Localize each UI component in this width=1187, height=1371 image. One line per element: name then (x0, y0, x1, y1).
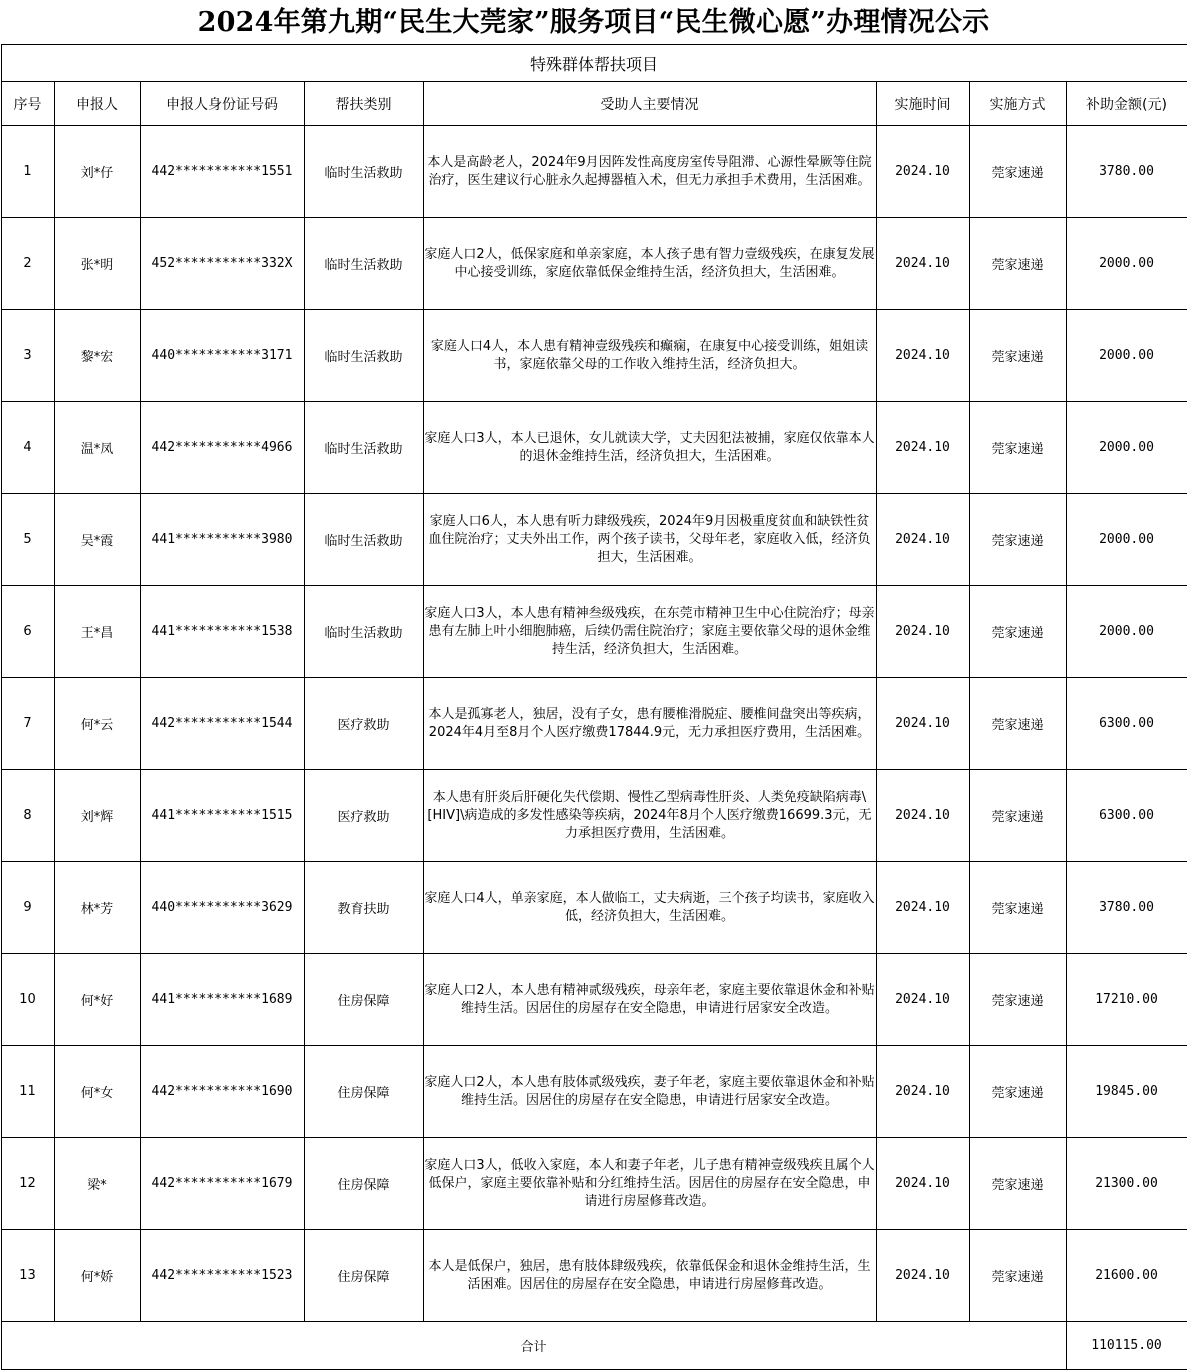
table-row (1, 954, 1187, 1046)
total-amount: 110115.00 (1066, 1322, 1187, 1370)
total-label: 合计 (1, 1322, 1066, 1370)
cell-id-number: 442***********1551 (140, 126, 304, 218)
cell-category: 临时生活救助 (304, 402, 423, 494)
cell-id-number: 441***********1538 (140, 586, 304, 678)
cell-no: 3 (1, 310, 54, 402)
cell-description: 家庭人口2人，低保家庭和单亲家庭，本人孩子患有智力壹级残疾，在康复发展中心接受训练，家庭依靠低保金维持生活，经济负担大，生活困难。 (423, 218, 876, 310)
cell-category: 医疗救助 (304, 678, 423, 770)
cell-name: 刘*辉 (54, 770, 140, 862)
cell-id-number: 442***********1679 (140, 1138, 304, 1230)
cell-category: 临时生活救助 (304, 218, 423, 310)
cell-time: 2024.10 (876, 678, 969, 770)
cell-id-number: 442***********1523 (140, 1230, 304, 1322)
cell-no: 13 (1, 1230, 54, 1322)
cell-method: 莞家速递 (969, 678, 1066, 770)
cell-category: 临时生活救助 (304, 126, 423, 218)
cell-method: 莞家速递 (969, 126, 1066, 218)
header-category: 帮扶类别 (304, 82, 423, 126)
cell-id-number: 440***********3171 (140, 310, 304, 402)
header-id: 申报人身份证号码 (140, 82, 304, 126)
cell-category: 住房保障 (304, 1046, 423, 1138)
cell-time: 2024.10 (876, 770, 969, 862)
cell-name: 何*娇 (54, 1230, 140, 1322)
cell-amount: 2000.00 (1066, 586, 1187, 678)
cell-method: 莞家速递 (969, 1046, 1066, 1138)
header-method: 实施方式 (969, 82, 1066, 126)
cell-amount: 6300.00 (1066, 770, 1187, 862)
cell-id-number: 452***********332X (140, 218, 304, 310)
cell-time: 2024.10 (876, 402, 969, 494)
cell-time: 2024.10 (876, 954, 969, 1046)
cell-description: 家庭人口4人，单亲家庭，本人做临工，丈夫病逝，三个孩子均读书，家庭收入低，经济负担大，生活困难。 (423, 862, 876, 954)
cell-category: 医疗救助 (304, 770, 423, 862)
cell-no: 7 (1, 678, 54, 770)
cell-amount: 2000.00 (1066, 494, 1187, 586)
cell-name: 林*芳 (54, 862, 140, 954)
header-name: 申报人 (54, 82, 140, 126)
cell-id-number: 440***********3629 (140, 862, 304, 954)
cell-time: 2024.10 (876, 218, 969, 310)
cell-id-number: 441***********1515 (140, 770, 304, 862)
cell-method: 莞家速递 (969, 218, 1066, 310)
cell-description: 本人患有肝炎后肝硬化失代偿期、慢性乙型病毒性肝炎、人类免疫缺陷病毒\[HIV]\病造成的多发性感染等疾病，2024年8月个人医疗缴费16699.3元，无力承担医疗费用，生活困难。 (423, 770, 876, 862)
cell-description: 家庭人口3人，本人患有精神叁级残疾，在东莞市精神卫生中心住院治疗；母亲患有左肺上叶小细胞肺癌，后续仍需住院治疗；家庭主要依靠父母的退休金维持生活，经济负担大，生活困难。 (423, 586, 876, 678)
cell-time: 2024.10 (876, 1230, 969, 1322)
cell-description: 家庭人口3人，低收入家庭，本人和妻子年老，儿子患有精神壹级残疾且属个人低保户，家庭主要依靠补贴和分红维持生活。因居住的房屋存在安全隐患，申请进行房屋修葺改造。 (423, 1138, 876, 1230)
table-row (1, 586, 1187, 678)
cell-amount: 2000.00 (1066, 402, 1187, 494)
cell-name: 张*明 (54, 218, 140, 310)
table-row (1, 126, 1187, 218)
cell-no: 1 (1, 126, 54, 218)
cell-no: 11 (1, 1046, 54, 1138)
cell-time: 2024.10 (876, 494, 969, 586)
cell-description: 家庭人口6人，本人患有听力肆级残疾，2024年9月因极重度贫血和缺铁性贫血住院治疗；丈夫外出工作，两个孩子读书，父母年老，家庭收入低，经济负担大，生活困难。 (423, 494, 876, 586)
cell-method: 莞家速递 (969, 954, 1066, 1046)
cell-method: 莞家速递 (969, 862, 1066, 954)
cell-amount: 17210.00 (1066, 954, 1187, 1046)
cell-category: 临时生活救助 (304, 586, 423, 678)
cell-description: 本人是孤寡老人，独居，没有子女，患有腰椎滑脱症、腰椎间盘突出等疾病，2024年4月至8月个人医疗缴费17844.9元，无力承担医疗费用，生活困难。 (423, 678, 876, 770)
cell-name: 温*凤 (54, 402, 140, 494)
cell-name: 梁* (54, 1138, 140, 1230)
cell-name: 王*昌 (54, 586, 140, 678)
cell-name: 何*女 (54, 1046, 140, 1138)
section-title: 特殊群体帮扶项目 (1, 45, 1187, 82)
cell-name: 刘*仔 (54, 126, 140, 218)
page-title: 2024年第九期“民生大莞家”服务项目“民生微心愿”办理情况公示 (197, 7, 990, 38)
cell-method: 莞家速递 (969, 586, 1066, 678)
table-row (1, 1230, 1187, 1322)
cell-category: 住房保障 (304, 954, 423, 1046)
cell-amount: 19845.00 (1066, 1046, 1187, 1138)
cell-method: 莞家速递 (969, 494, 1066, 586)
cell-id-number: 441***********1689 (140, 954, 304, 1046)
table-row (1, 770, 1187, 862)
cell-method: 莞家速递 (969, 402, 1066, 494)
cell-description: 本人是高龄老人，2024年9月因阵发性高度房室传导阻滞、心源性晕厥等住院治疗，医生建议行心脏永久起搏器植入术，但无力承担手术费用，生活困难。 (423, 126, 876, 218)
cell-amount: 2000.00 (1066, 310, 1187, 402)
cell-description: 本人是低保户，独居，患有肢体肆级残疾，依靠低保金和退休金维持生活，生活困难。因居住的房屋存在安全隐患，申请进行房屋修葺改造。 (423, 1230, 876, 1322)
table-row (1, 862, 1187, 954)
cell-description: 家庭人口4人，本人患有精神壹级残疾和癫痫，在康复中心接受训练，姐姐读书，家庭依靠父母的工作收入维持生活，经济负担大。 (423, 310, 876, 402)
cell-description: 家庭人口2人，本人患有精神贰级残疾，母亲年老，家庭主要依靠退休金和补贴维持生活。因居住的房屋存在安全隐患，申请进行居家安全改造。 (423, 954, 876, 1046)
cell-amount: 3780.00 (1066, 126, 1187, 218)
cell-time: 2024.10 (876, 862, 969, 954)
cell-no: 6 (1, 586, 54, 678)
header-amount: 补助金额(元) (1066, 82, 1187, 126)
cell-method: 莞家速递 (969, 1138, 1066, 1230)
cell-no: 4 (1, 402, 54, 494)
table-row (1, 1046, 1187, 1138)
cell-method: 莞家速递 (969, 770, 1066, 862)
cell-time: 2024.10 (876, 126, 969, 218)
cell-no: 5 (1, 494, 54, 586)
header-time: 实施时间 (876, 82, 969, 126)
cell-time: 2024.10 (876, 1138, 969, 1230)
table-row (1, 218, 1187, 310)
cell-time: 2024.10 (876, 1046, 969, 1138)
header-no: 序号 (1, 82, 54, 126)
cell-name: 何*云 (54, 678, 140, 770)
cell-id-number: 442***********1690 (140, 1046, 304, 1138)
cell-no: 2 (1, 218, 54, 310)
cell-no: 8 (1, 770, 54, 862)
table-row (1, 494, 1187, 586)
cell-name: 黎*宏 (54, 310, 140, 402)
cell-no: 10 (1, 954, 54, 1046)
header-desc: 受助人主要情况 (423, 82, 876, 126)
cell-id-number: 442***********4966 (140, 402, 304, 494)
cell-name: 何*好 (54, 954, 140, 1046)
cell-description: 家庭人口3人，本人已退休，女儿就读大学，丈夫因犯法被捕，家庭仅依靠本人的退休金维持生活，经济负担大，生活困难。 (423, 402, 876, 494)
cell-category: 住房保障 (304, 1138, 423, 1230)
table-row (1, 310, 1187, 402)
cell-method: 莞家速递 (969, 310, 1066, 402)
cell-id-number: 442***********1544 (140, 678, 304, 770)
cell-name: 吴*霞 (54, 494, 140, 586)
cell-time: 2024.10 (876, 586, 969, 678)
cell-no: 9 (1, 862, 54, 954)
cell-category: 住房保障 (304, 1230, 423, 1322)
cell-time: 2024.10 (876, 310, 969, 402)
cell-amount: 6300.00 (1066, 678, 1187, 770)
cell-description: 家庭人口2人，本人患有肢体贰级残疾，妻子年老，家庭主要依靠退休金和补贴维持生活。因居住的房屋存在安全隐患，申请进行居家安全改造。 (423, 1046, 876, 1138)
table-row (1, 402, 1187, 494)
table-row (1, 678, 1187, 770)
cell-id-number: 441***********3980 (140, 494, 304, 586)
cell-amount: 3780.00 (1066, 862, 1187, 954)
cell-amount: 21300.00 (1066, 1138, 1187, 1230)
table-row (1, 1138, 1187, 1230)
cell-amount: 2000.00 (1066, 218, 1187, 310)
cell-no: 12 (1, 1138, 54, 1230)
cell-category: 临时生活救助 (304, 494, 423, 586)
cell-amount: 21600.00 (1066, 1230, 1187, 1322)
assistance-table (1, 44, 1187, 1370)
cell-method: 莞家速递 (969, 1230, 1066, 1322)
cell-category: 教育扶助 (304, 862, 423, 954)
cell-category: 临时生活救助 (304, 310, 423, 402)
